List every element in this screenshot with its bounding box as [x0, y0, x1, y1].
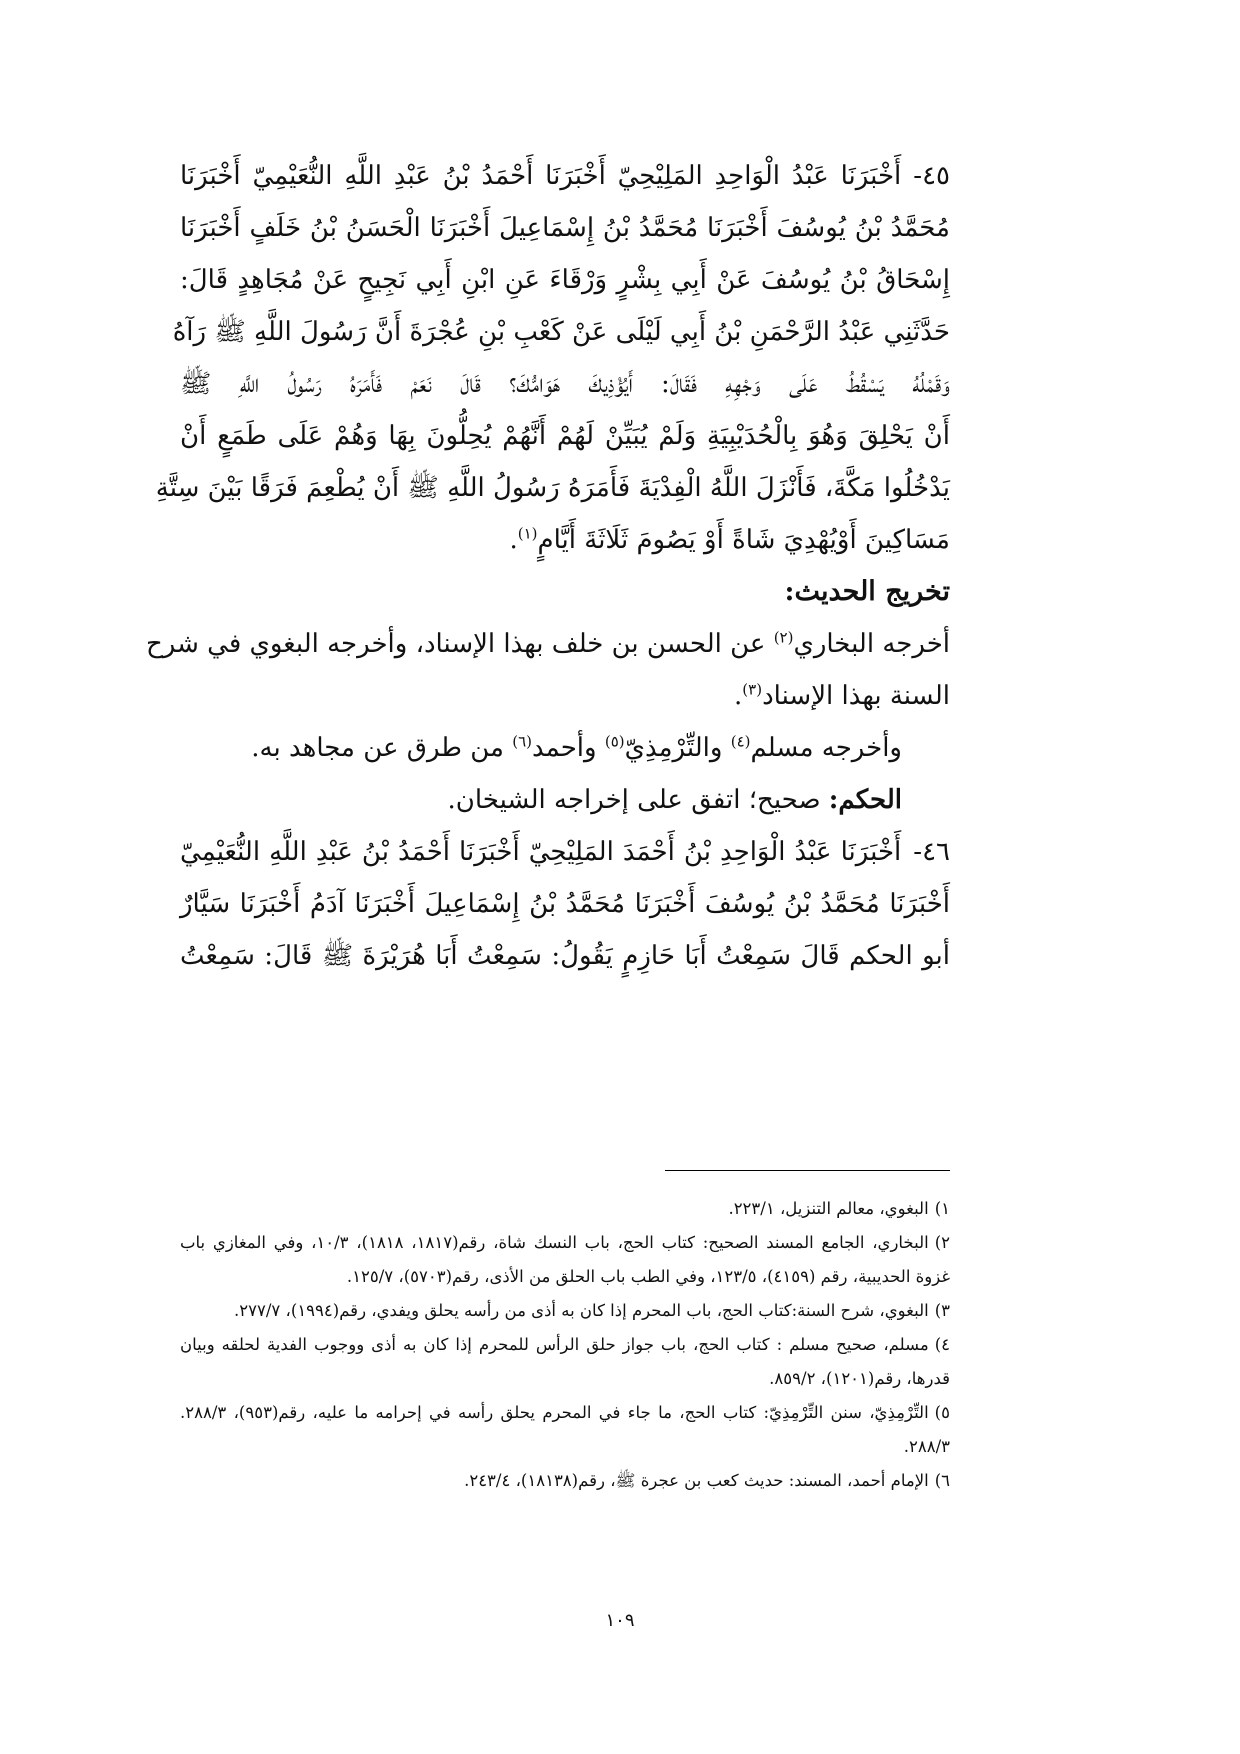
hadith-45-line: وَقَمْلُهُ يَسْقُطُ عَلَى وَجْهِهِ فَقَالَ: أَيُؤْذِيكَ هَوَامُّكَ؟ قَالَ نَعَمْ فَأَمَرَهُ رَسُولُ اللَّهِ ﷺ	[180, 369, 950, 399]
footnote: ٤)مسلم، صحيح مسلم : كتاب الحج، باب جواز حلق الرأس للمحرم إذا كان به أذى ووجوب الفدية لحلقه وبيان قدرها، رقم(١٢٠١)، ٨٥٩/٢.	[180, 1335, 950, 1388]
hadith-45-line: حَدَّثَنِي عَبْدُ الرَّحْمَنِ بْنُ أَبِي لَيْلَى عَنْ كَعْبِ بْنِ عُجْرَةَ أَنَّ رَسُولَ اللَّهِ ﷺ رَآهُ	[172, 317, 950, 347]
takhrij-paragraph: أخرجه البخاري$^{(٢)}$ عن الحسن بن خلف بهذا الإسناد، وأخرجه البغوي في شرح السنة بهذا الإسناد$^{(٣)}$. وأخرجه مسلم$^{(٤)}$ والتِّرْمِذِيّ$^{(٥)}$ وأحمد$^{(٦)}$ من طرق عن مجاهد به.	[145, 628, 950, 763]
footnote-separator	[665, 1170, 950, 1171]
footnote: ١)البغوي، معالم التنزيل، ٢٢٣/١.	[728, 1199, 950, 1218]
hadith-45-line: إِسْحَاقُ بْنُ يُوسُفَ عَنْ أَبِي بِشْرٍ وَرْقَاءَ عَنِ ابْنِ أَبِي نَجِيحٍ عَنْ مُجَاهِدٍ قَالَ:	[180, 265, 950, 295]
footnotes	[180, 1192, 950, 1498]
ruling: الحكم: صحيح؛ اتفق على إخراجه الشيخان.	[447, 785, 902, 815]
ruling-label: الحكم:	[828, 785, 902, 815]
footnote-ref: (٢)	[773, 628, 794, 647]
hadith-46-line: ٤٦-أَخْبَرَنَا عَبْدُ الْوَاحِدِ بْنُ أَحْمَدَ المَلِيْحِيّ أَخْبَرَنَا أَحْمَدُ بْنُ عَبْدِ اللَّهِ النُّعَيْمِيّ	[180, 837, 950, 867]
footnote-ref: (٣)	[742, 680, 763, 699]
hadith-45-line: مَسَاكِينَ أَوْيُهْدِيَ شَاةً أَوْ يَصُومَ ثَلَاثَةَ أَيَّامٍ$^{(١)}$.	[509, 524, 950, 555]
hadith-number: ٤٦-	[913, 837, 950, 867]
hadith-45-line: ٤٥-أَخْبَرَنَا عَبْدُ الْوَاحِدِ المَلِيْحِيّ أَخْبَرَنَا أَحْمَدُ بْنُ عَبْدِ اللَّهِ النُّعَيْمِيّ أَخْبَرَنَا	[180, 161, 950, 191]
footnote: ٦)الإمام أحمد، المسند: حديث كعب بن عجرة ﷺ، رقم(١٨١٣٨)، ٢٤٣/٤.	[464, 1471, 950, 1490]
hadith-46	[180, 826, 950, 982]
hadith-number: ٤٥-	[913, 161, 950, 191]
hadith-46-line: أبو الحكم قَالَ سَمِعْتُ أَبَا حَازِمٍ يَقُولُ: سَمِعْتُ أَبَا هُرَيْرَةَ ﷺ قَالَ: سَمِعْتُ	[180, 941, 950, 971]
hadith-45-line: أَنْ يَحْلِقَ وَهُوَ بِالْحُدَيْبِيَةِ وَلَمْ يُبَيِّنْ لَهُمْ أَنَّهُمْ يُحِلُّونَ بِهَا وَهُمْ عَلَى طَمَعٍ أَنْ	[180, 421, 951, 451]
footnote-ref: (٥)	[604, 732, 625, 751]
section-heading: تخريج الحديث:	[784, 576, 950, 607]
page-number: ١٠٩	[605, 1610, 635, 1631]
hadith-45-line: مُحَمَّدُ بْنُ يُوسُفَ أَخْبَرَنَا مُحَمَّدُ بْنُ إِسْمَاعِيلَ أَخْبَرَنَا الْحَسَنُ بْنُ خَلَفٍ أَخْبَرَنَا	[180, 213, 950, 243]
hadith-46-line: أَخْبَرَنَا مُحَمَّدُ بْنُ يُوسُفَ أَخْبَرَنَا مُحَمَّدُ بْنُ إِسْمَاعِيلَ أَخْبَرَنَا آدَمُ أَخْبَرَنَا سَيَّارٌ	[180, 889, 950, 919]
main-text	[145, 150, 951, 982]
hadith-45	[155, 150, 951, 566]
footnote-ref: (١)	[517, 524, 538, 543]
footnote-ref: (٤)	[730, 732, 751, 751]
footnote: ٣)البغوي، شرح السنة:كتاب الحج، باب المحرم إذا كان به أذى من رأسه يحلق ويفدي، رقم(١٩٩٤)، ٢٧٧/٧.	[234, 1301, 950, 1320]
footnote: ٢)البخاري، الجامع المسند الصحيح: كتاب الحج، باب النسك شاة، رقم(١٨١٧، ١٨١٨)، ١٠/٣، وفي المغازي باب غزوة الحديبية، رقم (٤١٥٩)، ١٢٣/٥، وفي الطب باب الحلق من الأذى، رقم(٥٧٠٣)، ١٢٥/٧.	[180, 1233, 950, 1286]
footnote: ٥)التِّرْمِذِيّ، سنن التِّرْمِذِيّ: كتاب الحج، ما جاء في المحرم يحلق رأسه في إحرامه ما عليه، رقم(٩٥٣)، ٢٨٨/٣. ٢٨٨/٣.	[180, 1403, 950, 1456]
footnote-ref: (٦)	[512, 732, 533, 751]
hadith-45-line: يَدْخُلُوا مَكَّةَ، فَأَنْزَلَ اللَّهُ الْفِدْيَةَ فَأَمَرَهُ رَسُولُ اللَّهِ ﷺ أَنْ يُطْعِمَ فَرَقًا بَيْنَ سِتَّةِ	[155, 473, 950, 503]
